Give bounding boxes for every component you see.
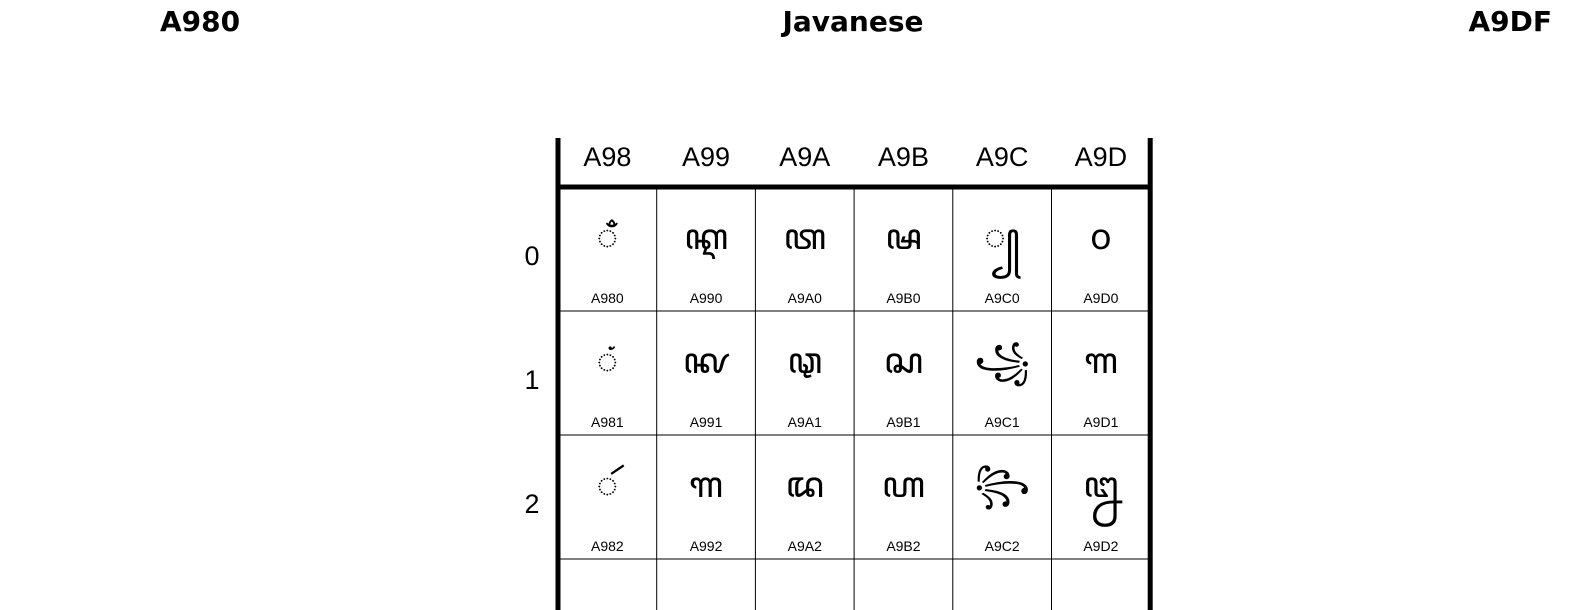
character-glyph: ꦑ <box>682 341 730 382</box>
code-point-label: A980 <box>590 290 624 306</box>
code-point-label: A9B1 <box>886 414 921 430</box>
code-point-label: A9B2 <box>886 538 921 554</box>
range-start-label: A980 <box>160 5 241 38</box>
character-glyph: ꦢ <box>785 465 824 506</box>
column-header: A98 <box>583 142 632 172</box>
code-point-label: A991 <box>689 414 723 430</box>
code-point-label: A982 <box>590 538 624 554</box>
column-header: A9C <box>975 142 1029 172</box>
character-glyph: ꧁ <box>974 341 1031 382</box>
character-glyph: ꧑ <box>1083 341 1118 382</box>
code-point-label: A9B0 <box>886 290 921 306</box>
character-glyph: ꦐ <box>684 217 729 258</box>
column-header: A9D <box>1074 142 1128 172</box>
code-point-label: A9C0 <box>984 290 1020 306</box>
character-glyph: ꦡ <box>787 341 823 382</box>
character-glyph: ꧒ <box>1083 465 1119 506</box>
range-end-label: A9DF <box>1468 5 1552 38</box>
code-point-label: A990 <box>689 290 723 306</box>
code-point-label: A9A0 <box>787 290 822 306</box>
character-glyph: ꧂ <box>974 465 1031 506</box>
code-point-label: A9A2 <box>787 538 822 554</box>
code-point-label: A9D2 <box>1083 538 1119 554</box>
column-header: A99 <box>682 142 731 172</box>
code-point-label: A981 <box>590 414 624 430</box>
code-point-label: A9D1 <box>1083 414 1119 430</box>
row-header: 0 <box>524 241 540 271</box>
code-point-label: A9D0 <box>1083 290 1119 306</box>
row-header: 1 <box>524 365 540 395</box>
column-header: A9B <box>877 142 929 172</box>
block-title: Javanese <box>782 5 924 38</box>
code-point-label: A992 <box>689 538 723 554</box>
character-glyph: ◌꧀ <box>984 217 1020 258</box>
code-point-label: A9C2 <box>984 538 1020 554</box>
character-glyph: ꦰ <box>885 217 922 258</box>
column-header: A9A <box>779 142 831 172</box>
code-point-label: A9C1 <box>984 414 1020 430</box>
character-glyph: ◌ꦀ <box>596 217 619 258</box>
character-glyph: ꦒ <box>689 465 723 506</box>
character-glyph: ꦲ <box>881 465 925 506</box>
character-glyph: ꧐ <box>1089 217 1112 258</box>
code-point-label: A9A1 <box>787 414 822 430</box>
character-glyph: ◌ꦂ <box>596 465 619 506</box>
character-glyph: ◌ꦁ <box>596 341 619 382</box>
row-header: 2 <box>524 489 540 519</box>
character-glyph: ꦱ <box>883 341 924 382</box>
character-glyph: ꦠ <box>783 217 827 258</box>
